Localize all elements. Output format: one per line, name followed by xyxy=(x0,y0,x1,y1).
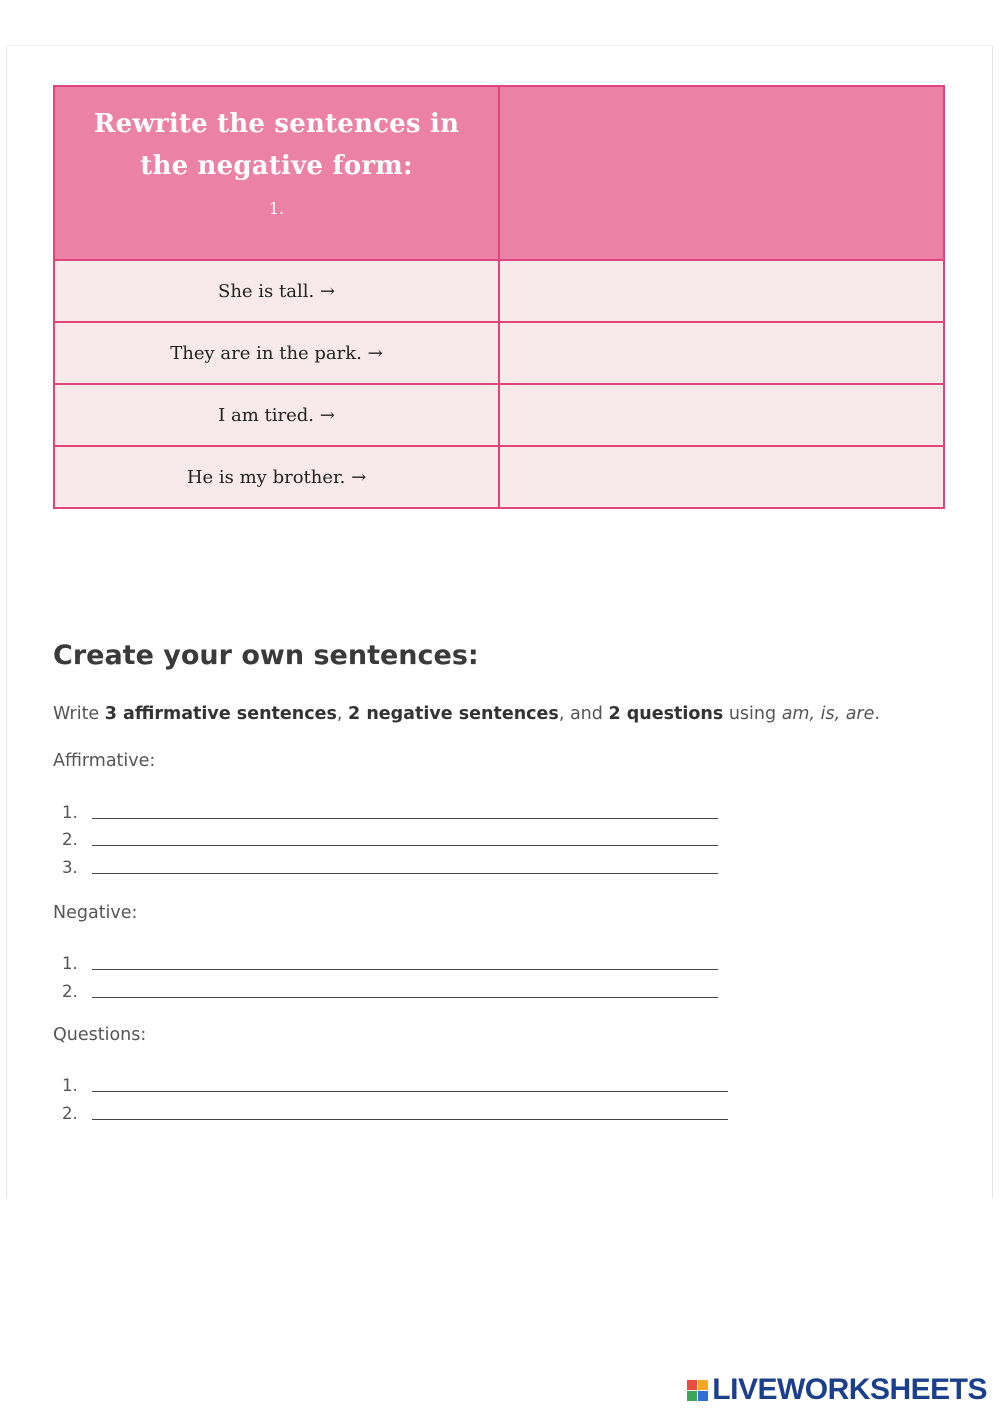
table-row xyxy=(54,260,944,322)
negative-line-2[interactable] xyxy=(62,979,718,1001)
instruction-end: . xyxy=(874,704,880,724)
affirmative-label: Affirmative: xyxy=(53,751,156,771)
question-line-1[interactable] xyxy=(62,1073,728,1095)
answer-cell[interactable] xyxy=(499,446,944,508)
line-number: 2. xyxy=(62,982,78,1001)
line-number: 1. xyxy=(62,803,78,822)
sentence-cell xyxy=(54,446,499,508)
question-line-2[interactable] xyxy=(62,1101,728,1123)
instruction-negative-count: 2 negative sentences xyxy=(348,704,559,724)
header-title-line-1: Rewrite the sentences in xyxy=(93,109,460,139)
header-number: 1. xyxy=(268,199,285,218)
table-row xyxy=(54,384,944,446)
instruction-separator: , and xyxy=(558,704,603,724)
answer-blank[interactable] xyxy=(92,818,718,819)
table-header-title xyxy=(55,87,498,187)
sentence-text: She is tall. → xyxy=(217,280,336,302)
table-header-row xyxy=(54,86,944,260)
sentence-cell xyxy=(54,260,499,322)
negative-line-1[interactable] xyxy=(62,951,718,973)
answer-cell[interactable] xyxy=(499,384,944,446)
answer-blank[interactable] xyxy=(92,1091,728,1092)
line-number: 2. xyxy=(62,830,78,849)
table-header-empty-cell xyxy=(499,86,944,260)
line-number: 2. xyxy=(62,1104,78,1123)
header-title-line-2: the negative form: xyxy=(140,151,413,181)
instruction-verbs: am, is, are xyxy=(781,704,875,724)
sentence-cell xyxy=(54,322,499,384)
sentence-text: I am tired. → xyxy=(218,404,335,426)
line-number: 1. xyxy=(62,1076,78,1095)
answer-blank[interactable] xyxy=(92,969,718,970)
table-row xyxy=(54,446,944,508)
line-number: 3. xyxy=(62,858,78,877)
affirmative-line-2[interactable] xyxy=(62,827,718,849)
instruction-write: Write xyxy=(53,704,100,724)
answer-blank[interactable] xyxy=(92,845,718,846)
questions-label: Questions: xyxy=(53,1025,147,1045)
affirmative-line-1[interactable] xyxy=(62,800,718,822)
instruction-affirmative-count: 3 affirmative sentences xyxy=(104,704,337,724)
sentence-text: He is my brother. → xyxy=(186,466,367,488)
section-title: Create your own sentences: xyxy=(53,640,479,671)
sentence-cell xyxy=(54,384,499,446)
answer-cell[interactable] xyxy=(499,322,944,384)
answer-blank[interactable] xyxy=(92,997,718,998)
line-number: 1. xyxy=(62,954,78,973)
answer-blank[interactable] xyxy=(92,1119,728,1120)
instruction-using: using xyxy=(728,704,777,724)
table-row xyxy=(54,322,944,384)
negative-form-table xyxy=(53,85,945,509)
sentence-text: They are in the park. → xyxy=(170,342,383,364)
section-instruction xyxy=(53,704,880,724)
negative-label: Negative: xyxy=(53,903,138,923)
liveworksheets-logo xyxy=(687,1373,987,1407)
logo-mark-icon xyxy=(687,1380,708,1401)
table-header-cell xyxy=(54,86,499,260)
logo-text: LIVEWORKSHEETS xyxy=(712,1373,987,1406)
answer-cell[interactable] xyxy=(499,260,944,322)
instruction-separator: , xyxy=(336,704,343,724)
affirmative-line-3[interactable] xyxy=(62,855,718,877)
instruction-questions-count: 2 questions xyxy=(608,704,724,724)
answer-blank[interactable] xyxy=(92,873,718,874)
